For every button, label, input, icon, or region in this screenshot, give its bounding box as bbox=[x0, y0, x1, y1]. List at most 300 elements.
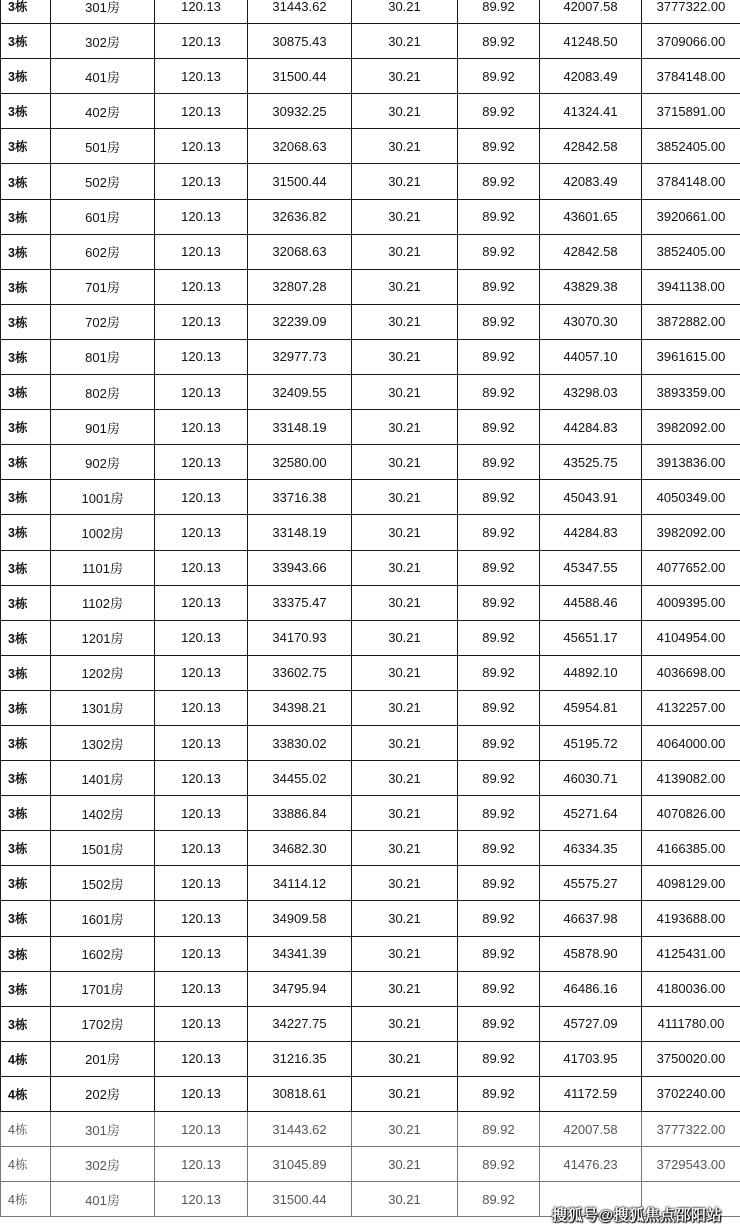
interior-unit-price-cell: 46334.35 bbox=[540, 831, 642, 866]
building-cell: 3栋 bbox=[1, 1006, 51, 1041]
building-cell: 3栋 bbox=[1, 0, 51, 24]
total-price-cell: 3982092.00 bbox=[642, 515, 740, 550]
interior-unit-price-cell: 45271.64 bbox=[540, 796, 642, 831]
total-price-cell: 3961615.00 bbox=[642, 339, 740, 374]
unit-cell: 1702房 bbox=[51, 1006, 155, 1041]
total-price-cell: 4050349.00 bbox=[642, 480, 740, 515]
total-price-cell: 4132257.00 bbox=[642, 690, 740, 725]
total-price-cell: 4036698.00 bbox=[642, 655, 740, 690]
building-cell: 3栋 bbox=[1, 725, 51, 760]
total-price-cell: 4009395.00 bbox=[642, 585, 740, 620]
interior-area-cell: 89.92 bbox=[458, 550, 540, 585]
building-area-cell: 120.13 bbox=[155, 375, 248, 410]
interior-area-cell: 89.92 bbox=[458, 971, 540, 1006]
building-area-cell: 120.13 bbox=[155, 515, 248, 550]
total-price-cell: 4166385.00 bbox=[642, 831, 740, 866]
building-area-cell: 120.13 bbox=[155, 1076, 248, 1111]
shared-area-cell: 30.21 bbox=[352, 585, 458, 620]
building-cell: 3栋 bbox=[1, 269, 51, 304]
building-cell: 3栋 bbox=[1, 164, 51, 199]
interior-unit-price-cell: 44057.10 bbox=[540, 339, 642, 374]
unit-cell: 1502房 bbox=[51, 866, 155, 901]
total-price-cell: 3777322.00 bbox=[642, 1112, 740, 1147]
unit-cell: 302房 bbox=[51, 24, 155, 59]
building-area-cell: 120.13 bbox=[155, 1147, 248, 1182]
table-row bbox=[1, 375, 740, 410]
interior-unit-price-cell: 41703.95 bbox=[540, 1041, 642, 1076]
interior-area-cell: 89.92 bbox=[458, 585, 540, 620]
building-unit-price-cell: 32580.00 bbox=[248, 445, 352, 480]
building-area-cell: 120.13 bbox=[155, 0, 248, 24]
shared-area-cell: 30.21 bbox=[352, 936, 458, 971]
building-area-cell: 120.13 bbox=[155, 901, 248, 936]
interior-unit-price-cell: 42842.58 bbox=[540, 129, 642, 164]
shared-area-cell: 30.21 bbox=[352, 1041, 458, 1076]
shared-area-cell: 30.21 bbox=[352, 339, 458, 374]
interior-unit-price-cell: 42083.49 bbox=[540, 59, 642, 94]
unit-cell: 902房 bbox=[51, 445, 155, 480]
building-cell: 3栋 bbox=[1, 129, 51, 164]
shared-area-cell: 30.21 bbox=[352, 199, 458, 234]
shared-area-cell: 30.21 bbox=[352, 24, 458, 59]
interior-unit-price-cell: 46486.16 bbox=[540, 971, 642, 1006]
interior-area-cell: 89.92 bbox=[458, 304, 540, 339]
building-cell: 3栋 bbox=[1, 971, 51, 1006]
building-unit-price-cell: 34170.93 bbox=[248, 620, 352, 655]
shared-area-cell: 30.21 bbox=[352, 761, 458, 796]
building-unit-price-cell: 31443.62 bbox=[248, 0, 352, 24]
building-unit-price-cell: 30932.25 bbox=[248, 94, 352, 129]
interior-unit-price-cell: 45651.17 bbox=[540, 620, 642, 655]
interior-area-cell: 89.92 bbox=[458, 866, 540, 901]
interior-unit-price-cell: 45347.55 bbox=[540, 550, 642, 585]
total-price-cell: 3702240.00 bbox=[642, 1076, 740, 1111]
shared-area-cell: 30.21 bbox=[352, 59, 458, 94]
building-cell: 4栋 bbox=[1, 1076, 51, 1111]
building-area-cell: 120.13 bbox=[155, 269, 248, 304]
table-row bbox=[1, 971, 740, 1006]
table-row bbox=[1, 24, 740, 59]
building-unit-price-cell: 34795.94 bbox=[248, 971, 352, 1006]
building-area-cell: 120.13 bbox=[155, 339, 248, 374]
table-row bbox=[1, 515, 740, 550]
interior-area-cell: 89.92 bbox=[458, 1041, 540, 1076]
total-price-cell: 3784148.00 bbox=[642, 59, 740, 94]
unit-cell: 301房 bbox=[51, 1112, 155, 1147]
interior-area-cell: 89.92 bbox=[458, 480, 540, 515]
building-area-cell: 120.13 bbox=[155, 304, 248, 339]
interior-area-cell: 89.92 bbox=[458, 24, 540, 59]
interior-unit-price-cell: 46637.98 bbox=[540, 901, 642, 936]
total-price-cell: 3729543.00 bbox=[642, 1147, 740, 1182]
building-cell: 3栋 bbox=[1, 620, 51, 655]
building-unit-price-cell: 30818.61 bbox=[248, 1076, 352, 1111]
interior-area-cell: 89.92 bbox=[458, 936, 540, 971]
watermark: 搜狐号@搜狐焦点邵阳站 bbox=[551, 1207, 722, 1224]
shared-area-cell: 30.21 bbox=[352, 550, 458, 585]
building-area-cell: 120.13 bbox=[155, 1006, 248, 1041]
shared-area-cell: 30.21 bbox=[352, 445, 458, 480]
shared-area-cell: 30.21 bbox=[352, 480, 458, 515]
table-row bbox=[1, 866, 740, 901]
interior-unit-price-cell: 41476.23 bbox=[540, 1147, 642, 1182]
total-price-cell: 3852405.00 bbox=[642, 129, 740, 164]
unit-cell: 1101房 bbox=[51, 550, 155, 585]
unit-cell: 1601房 bbox=[51, 901, 155, 936]
building-unit-price-cell: 33148.19 bbox=[248, 410, 352, 445]
interior-area-cell: 89.92 bbox=[458, 655, 540, 690]
interior-area-cell: 89.92 bbox=[458, 620, 540, 655]
table-row bbox=[1, 129, 740, 164]
shared-area-cell: 30.21 bbox=[352, 515, 458, 550]
building-unit-price-cell: 33943.66 bbox=[248, 550, 352, 585]
shared-area-cell: 30.21 bbox=[352, 831, 458, 866]
unit-cell: 1102房 bbox=[51, 585, 155, 620]
total-price-cell: 4193688.00 bbox=[642, 901, 740, 936]
shared-area-cell: 30.21 bbox=[352, 866, 458, 901]
shared-area-cell: 30.21 bbox=[352, 94, 458, 129]
building-cell: 4栋 bbox=[1, 1147, 51, 1182]
building-area-cell: 120.13 bbox=[155, 410, 248, 445]
unit-cell: 1401房 bbox=[51, 761, 155, 796]
total-price-cell: 4139082.00 bbox=[642, 761, 740, 796]
building-area-cell: 120.13 bbox=[155, 129, 248, 164]
unit-cell: 602房 bbox=[51, 234, 155, 269]
interior-area-cell: 89.92 bbox=[458, 0, 540, 24]
interior-unit-price-cell: 45575.27 bbox=[540, 866, 642, 901]
building-unit-price-cell: 34398.21 bbox=[248, 690, 352, 725]
interior-unit-price-cell: 42007.58 bbox=[540, 1112, 642, 1147]
total-price-cell: 3941138.00 bbox=[642, 269, 740, 304]
building-area-cell: 120.13 bbox=[155, 796, 248, 831]
building-unit-price-cell: 33148.19 bbox=[248, 515, 352, 550]
building-cell: 3栋 bbox=[1, 234, 51, 269]
table-row bbox=[1, 164, 740, 199]
building-area-cell: 120.13 bbox=[155, 936, 248, 971]
building-area-cell: 120.13 bbox=[155, 866, 248, 901]
interior-unit-price-cell: 43601.65 bbox=[540, 199, 642, 234]
building-area-cell: 120.13 bbox=[155, 761, 248, 796]
table-row bbox=[1, 901, 740, 936]
interior-area-cell: 89.92 bbox=[458, 725, 540, 760]
building-cell: 3栋 bbox=[1, 445, 51, 480]
unit-cell: 401房 bbox=[51, 59, 155, 94]
table-row bbox=[1, 831, 740, 866]
building-area-cell: 120.13 bbox=[155, 620, 248, 655]
building-area-cell: 120.13 bbox=[155, 1182, 248, 1217]
shared-area-cell: 30.21 bbox=[352, 304, 458, 339]
table-row bbox=[1, 796, 740, 831]
building-area-cell: 120.13 bbox=[155, 585, 248, 620]
total-price-cell: 4125431.00 bbox=[642, 936, 740, 971]
table-row bbox=[1, 585, 740, 620]
building-cell: 3栋 bbox=[1, 901, 51, 936]
unit-cell: 402房 bbox=[51, 94, 155, 129]
building-area-cell: 120.13 bbox=[155, 550, 248, 585]
total-price-cell: 3913836.00 bbox=[642, 445, 740, 480]
interior-area-cell: 89.92 bbox=[458, 234, 540, 269]
interior-area-cell: 89.92 bbox=[458, 94, 540, 129]
building-unit-price-cell: 31500.44 bbox=[248, 59, 352, 94]
building-area-cell: 120.13 bbox=[155, 1112, 248, 1147]
interior-area-cell: 89.92 bbox=[458, 269, 540, 304]
building-unit-price-cell: 32807.28 bbox=[248, 269, 352, 304]
interior-unit-price-cell: 45195.72 bbox=[540, 725, 642, 760]
table-row bbox=[1, 234, 740, 269]
interior-area-cell: 89.92 bbox=[458, 831, 540, 866]
table-row bbox=[1, 1147, 740, 1182]
interior-unit-price-cell: 45043.91 bbox=[540, 480, 642, 515]
total-price-cell: 3982092.00 bbox=[642, 410, 740, 445]
interior-unit-price-cell: 43525.75 bbox=[540, 445, 642, 480]
total-price-cell: 4070826.00 bbox=[642, 796, 740, 831]
building-area-cell: 120.13 bbox=[155, 655, 248, 690]
total-price-cell: 4098129.00 bbox=[642, 866, 740, 901]
interior-area-cell: 89.92 bbox=[458, 375, 540, 410]
interior-unit-price-cell: 43829.38 bbox=[540, 269, 642, 304]
table-row bbox=[1, 1076, 740, 1111]
building-cell: 3栋 bbox=[1, 410, 51, 445]
interior-unit-price-cell: 41324.41 bbox=[540, 94, 642, 129]
building-cell: 3栋 bbox=[1, 761, 51, 796]
building-unit-price-cell: 33602.75 bbox=[248, 655, 352, 690]
unit-cell: 901房 bbox=[51, 410, 155, 445]
table-row bbox=[1, 304, 740, 339]
shared-area-cell: 30.21 bbox=[352, 269, 458, 304]
shared-area-cell: 30.21 bbox=[352, 971, 458, 1006]
interior-unit-price-cell: 44588.46 bbox=[540, 585, 642, 620]
unit-cell: 201房 bbox=[51, 1041, 155, 1076]
building-unit-price-cell: 32409.55 bbox=[248, 375, 352, 410]
building-cell: 4栋 bbox=[1, 1182, 51, 1217]
building-unit-price-cell: 33716.38 bbox=[248, 480, 352, 515]
total-price-cell: 4077652.00 bbox=[642, 550, 740, 585]
interior-area-cell: 89.92 bbox=[458, 410, 540, 445]
total-price-cell: 3872882.00 bbox=[642, 304, 740, 339]
interior-unit-price-cell: 46030.71 bbox=[540, 761, 642, 796]
building-cell: 4栋 bbox=[1, 1112, 51, 1147]
interior-unit-price-cell: 45727.09 bbox=[540, 1006, 642, 1041]
building-unit-price-cell: 31500.44 bbox=[248, 1182, 352, 1217]
shared-area-cell: 30.21 bbox=[352, 1006, 458, 1041]
shared-area-cell: 30.21 bbox=[352, 690, 458, 725]
shared-area-cell: 30.21 bbox=[352, 129, 458, 164]
interior-area-cell: 89.92 bbox=[458, 1112, 540, 1147]
table-row bbox=[1, 199, 740, 234]
price-table-body bbox=[1, 0, 740, 1217]
building-unit-price-cell: 32068.63 bbox=[248, 234, 352, 269]
unit-cell: 1501房 bbox=[51, 831, 155, 866]
building-area-cell: 120.13 bbox=[155, 94, 248, 129]
unit-cell: 1001房 bbox=[51, 480, 155, 515]
building-unit-price-cell: 31500.44 bbox=[248, 164, 352, 199]
building-area-cell: 120.13 bbox=[155, 725, 248, 760]
table-row bbox=[1, 94, 740, 129]
interior-area-cell: 89.92 bbox=[458, 515, 540, 550]
building-area-cell: 120.13 bbox=[155, 971, 248, 1006]
shared-area-cell: 30.21 bbox=[352, 655, 458, 690]
building-cell: 3栋 bbox=[1, 796, 51, 831]
total-price-cell: 3777322.00 bbox=[642, 0, 740, 24]
shared-area-cell: 30.21 bbox=[352, 375, 458, 410]
unit-cell: 1301房 bbox=[51, 690, 155, 725]
building-unit-price-cell: 34227.75 bbox=[248, 1006, 352, 1041]
table-row bbox=[1, 761, 740, 796]
table-row bbox=[1, 480, 740, 515]
building-cell: 3栋 bbox=[1, 94, 51, 129]
interior-unit-price-cell: 44284.83 bbox=[540, 515, 642, 550]
interior-unit-price-cell: 42007.58 bbox=[540, 0, 642, 24]
interior-unit-price-cell: 45878.90 bbox=[540, 936, 642, 971]
building-area-cell: 120.13 bbox=[155, 234, 248, 269]
building-unit-price-cell: 30875.43 bbox=[248, 24, 352, 59]
building-area-cell: 120.13 bbox=[155, 831, 248, 866]
interior-area-cell: 89.92 bbox=[458, 1076, 540, 1111]
total-price-cell: 3750020.00 bbox=[642, 1041, 740, 1076]
unit-cell: 702房 bbox=[51, 304, 155, 339]
total-price-cell: 3784148.00 bbox=[642, 164, 740, 199]
building-area-cell: 120.13 bbox=[155, 1041, 248, 1076]
building-unit-price-cell: 31045.89 bbox=[248, 1147, 352, 1182]
unit-cell: 1201房 bbox=[51, 620, 155, 655]
building-unit-price-cell: 34909.58 bbox=[248, 901, 352, 936]
table-row bbox=[1, 269, 740, 304]
unit-cell: 301房 bbox=[51, 0, 155, 24]
unit-cell: 701房 bbox=[51, 269, 155, 304]
table-row bbox=[1, 1112, 740, 1147]
building-unit-price-cell: 33886.84 bbox=[248, 796, 352, 831]
shared-area-cell: 30.21 bbox=[352, 901, 458, 936]
table-row bbox=[1, 1041, 740, 1076]
interior-unit-price-cell: 44284.83 bbox=[540, 410, 642, 445]
interior-area-cell: 89.92 bbox=[458, 690, 540, 725]
building-area-cell: 120.13 bbox=[155, 59, 248, 94]
shared-area-cell: 30.21 bbox=[352, 0, 458, 24]
interior-area-cell: 89.92 bbox=[458, 901, 540, 936]
total-price-cell: 4064000.00 bbox=[642, 725, 740, 760]
table-row bbox=[1, 1006, 740, 1041]
unit-cell: 801房 bbox=[51, 339, 155, 374]
building-unit-price-cell: 32239.09 bbox=[248, 304, 352, 339]
interior-unit-price-cell: 43070.30 bbox=[540, 304, 642, 339]
table-row bbox=[1, 59, 740, 94]
table-row bbox=[1, 936, 740, 971]
building-area-cell: 120.13 bbox=[155, 164, 248, 199]
shared-area-cell: 30.21 bbox=[352, 234, 458, 269]
unit-cell: 501房 bbox=[51, 129, 155, 164]
building-cell: 3栋 bbox=[1, 24, 51, 59]
interior-unit-price-cell: 41172.59 bbox=[540, 1076, 642, 1111]
total-price-cell: 3893359.00 bbox=[642, 375, 740, 410]
building-cell: 3栋 bbox=[1, 59, 51, 94]
building-cell: 3栋 bbox=[1, 199, 51, 234]
table-row bbox=[1, 620, 740, 655]
interior-unit-price-cell: 42083.49 bbox=[540, 164, 642, 199]
table-row bbox=[1, 655, 740, 690]
building-area-cell: 120.13 bbox=[155, 24, 248, 59]
table-row bbox=[1, 410, 740, 445]
total-price-cell: 3852405.00 bbox=[642, 234, 740, 269]
unit-cell: 1302房 bbox=[51, 725, 155, 760]
building-cell: 3栋 bbox=[1, 831, 51, 866]
building-cell: 3栋 bbox=[1, 655, 51, 690]
unit-cell: 302房 bbox=[51, 1147, 155, 1182]
shared-area-cell: 30.21 bbox=[352, 725, 458, 760]
interior-area-cell: 89.92 bbox=[458, 1182, 540, 1217]
building-area-cell: 120.13 bbox=[155, 690, 248, 725]
unit-cell: 1402房 bbox=[51, 796, 155, 831]
building-cell: 3栋 bbox=[1, 866, 51, 901]
building-area-cell: 120.13 bbox=[155, 199, 248, 234]
building-cell: 3栋 bbox=[1, 936, 51, 971]
total-price-cell: 4111780.00 bbox=[642, 1006, 740, 1041]
building-cell: 3栋 bbox=[1, 585, 51, 620]
total-price-cell: 4180036.00 bbox=[642, 971, 740, 1006]
table-row bbox=[1, 445, 740, 480]
shared-area-cell: 30.21 bbox=[352, 1147, 458, 1182]
table-row bbox=[1, 690, 740, 725]
interior-unit-price-cell: 42842.58 bbox=[540, 234, 642, 269]
building-unit-price-cell: 34341.39 bbox=[248, 936, 352, 971]
building-cell: 3栋 bbox=[1, 339, 51, 374]
shared-area-cell: 30.21 bbox=[352, 164, 458, 199]
unit-cell: 502房 bbox=[51, 164, 155, 199]
building-area-cell: 120.13 bbox=[155, 480, 248, 515]
building-unit-price-cell: 34682.30 bbox=[248, 831, 352, 866]
building-cell: 3栋 bbox=[1, 690, 51, 725]
total-price-cell: 3920661.00 bbox=[642, 199, 740, 234]
interior-area-cell: 89.92 bbox=[458, 445, 540, 480]
shared-area-cell: 30.21 bbox=[352, 1076, 458, 1111]
building-unit-price-cell: 33375.47 bbox=[248, 585, 352, 620]
interior-area-cell: 89.92 bbox=[458, 199, 540, 234]
table-row bbox=[1, 725, 740, 760]
unit-cell: 601房 bbox=[51, 199, 155, 234]
unit-cell: 1002房 bbox=[51, 515, 155, 550]
building-cell: 3栋 bbox=[1, 550, 51, 585]
table-row bbox=[1, 550, 740, 585]
interior-unit-price-cell: 41248.50 bbox=[540, 24, 642, 59]
total-price-cell: 3709066.00 bbox=[642, 24, 740, 59]
building-unit-price-cell: 31443.62 bbox=[248, 1112, 352, 1147]
interior-area-cell: 89.92 bbox=[458, 339, 540, 374]
shared-area-cell: 30.21 bbox=[352, 796, 458, 831]
shared-area-cell: 30.21 bbox=[352, 1112, 458, 1147]
building-unit-price-cell: 31216.35 bbox=[248, 1041, 352, 1076]
building-unit-price-cell: 32977.73 bbox=[248, 339, 352, 374]
shared-area-cell: 30.21 bbox=[352, 410, 458, 445]
interior-area-cell: 89.92 bbox=[458, 59, 540, 94]
interior-unit-price-cell: 44892.10 bbox=[540, 655, 642, 690]
interior-area-cell: 89.92 bbox=[458, 761, 540, 796]
building-unit-price-cell: 32068.63 bbox=[248, 129, 352, 164]
building-unit-price-cell: 32636.82 bbox=[248, 199, 352, 234]
interior-unit-price-cell: 43298.03 bbox=[540, 375, 642, 410]
building-unit-price-cell: 33830.02 bbox=[248, 725, 352, 760]
building-unit-price-cell: 34114.12 bbox=[248, 866, 352, 901]
building-cell: 3栋 bbox=[1, 480, 51, 515]
building-cell: 3栋 bbox=[1, 375, 51, 410]
table-row bbox=[1, 339, 740, 374]
unit-cell: 1202房 bbox=[51, 655, 155, 690]
building-area-cell: 120.13 bbox=[155, 445, 248, 480]
interior-area-cell: 89.92 bbox=[458, 129, 540, 164]
interior-unit-price-cell: 45954.81 bbox=[540, 690, 642, 725]
building-cell: 4栋 bbox=[1, 1041, 51, 1076]
shared-area-cell: 30.21 bbox=[352, 620, 458, 655]
interior-area-cell: 89.92 bbox=[458, 796, 540, 831]
building-cell: 3栋 bbox=[1, 304, 51, 339]
